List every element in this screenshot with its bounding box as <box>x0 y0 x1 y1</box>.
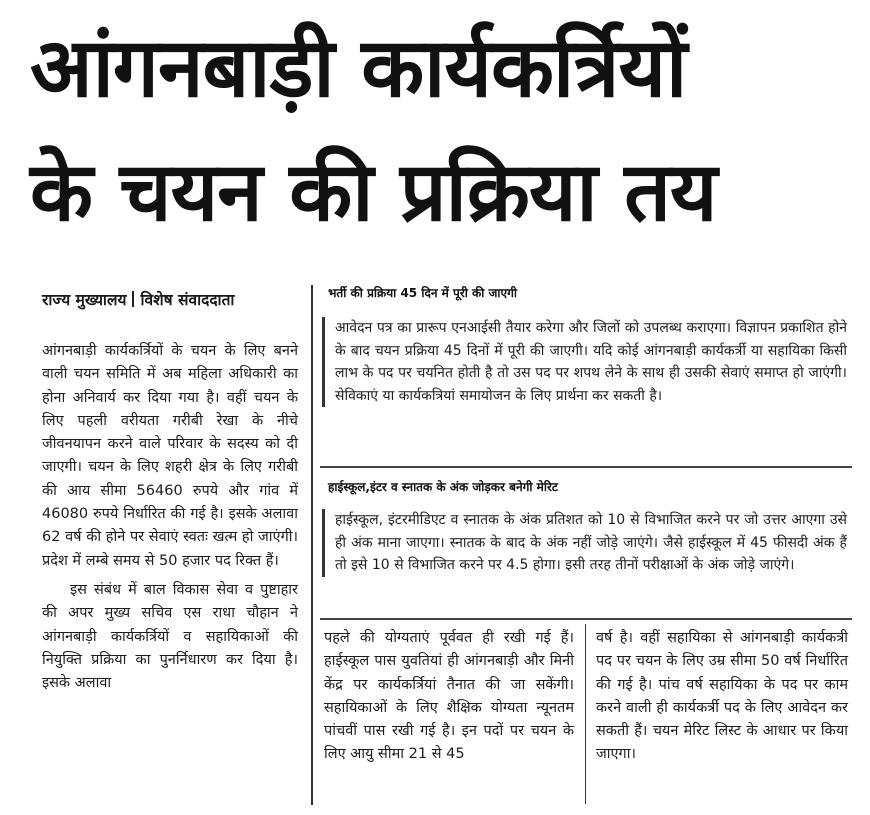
left-column <box>42 340 298 695</box>
byline-location: राज्य मुख्यालय <box>42 291 127 309</box>
left-column-para-1: आंगनबाड़ी कार्यकर्त्रियों के चयन के लिए बनने वाली चयन समिति में अब महिला अधिकारी का होना अनिवार्य कर दिया गया है। वहीं चयन के लिए पहली वरीयता गरीबी रेखा के नीचे जीवनयापन करने वाले परिवार के सदस्य को दी जाएगी। चयन के लिए शहरी क्षेत्र के लिए गरीबी की आय सीमा 56460 रुपये और गांव में 46080 रुपये निर्धारित की गई है। इसके अलावा 62 वर्ष की होने पर सेवाएं स्वतः खत्म हो जाएंगी। प्रदेश में लम्बे समय से 50 हजार पद रिक्त हैं। <box>42 343 298 569</box>
box2-body: हाईस्कूल, इंटरमीडिएट व स्नातक के अंक प्रतिशत को 10 से विभाजित करने पर जो उत्तर आएगा उसे ही अंक माना जाएगा। स्नातक के बाद के अंक नहीं जोड़े जाएंगे। जैसे हाईस्कूल में 45 फीसदी अंक हैं तो इसे 10 से विभाजित करने पर 4.5 होगा। इसी तरह तीनों परीक्षाओं के अंक जोड़े जाएंगे। <box>322 509 847 577</box>
column-divider-2 <box>585 624 586 804</box>
box-bottom-rule <box>320 618 852 620</box>
left-column-para-2: इस संबंध में बाल विकास सेवा व पुष्टाहार की अपर मुख्य सचिव एस राधा चौहान ने आंगनबाड़ी कार्यकर्त्रियों व सहायिकाओं की नियुक्ति प्रक्रिया का पुनर्निधारण कर दिया है। इसके अलावा <box>42 581 298 692</box>
right-column: वर्ष है। वहीं सहायिका से आंगनबाड़ी कार्यकत्री पद पर चयन के लिए उम्र सीमा 50 वर्ष निर्धारित की गई है। पांच वर्ष सहायिका के पद पर काम करने वाली ही कार्यकर्त्री पद के लिए आवेदन कर सकती हैं। चयन मेरिट लिस्ट के आधार पर किया जाएगा। <box>596 630 848 763</box>
box2-heading: हाईस्कूल,इंटर व स्नातक के अंक जोड़कर बनेगी मेरिट <box>328 480 558 494</box>
byline-divider <box>132 291 134 307</box>
headline-line-1: आंगनबाड़ी कार्यकर्त्रियों <box>30 21 687 116</box>
box-divider <box>320 466 852 468</box>
middle-column: पहले की योग्यताएं पूर्ववत ही रखी गई हैं। हाईस्कूल पास युवतियां ही आंगनबाड़ी और मिनी केंद्र पर कार्यकर्त्रियां तैनात की जा सकेंगी। सहायिकाओं के लिए शैक्षिक योग्यता न्यूनतम पांचवीं पास रखी गई है। इन पदों पर चयन के लिए आयु सीमा 21 से 45 <box>324 630 574 763</box>
box1-heading: भर्ती की प्रक्रिया 45 दिन में पूरी की जाएगी <box>328 286 518 300</box>
sidebar-box-merit <box>322 478 847 577</box>
sidebar-box-recruitment <box>322 284 847 407</box>
box1-body: आवेदन पत्र का प्रारूप एनआईसी तैयार करेगा और जिलों को उपलब्ध कराएगा। विज्ञापन प्रकाशित होने के बाद चयन प्रक्रिया 45 दिनों में पूरी की जाएगी। यदि कोई आंगनबाड़ी कार्यकर्त्री या सहायिका किसी लाभ के पद पर चयनित होती है तो उस पद पर शपथ लेने के साथ ही उसकी सेवाएं समाप्त हो जाएंगी। सेविकाएं या कार्यकत्रियां समायोजन के लिए प्रार्थना कर सकती है। <box>322 317 847 407</box>
headline-line-2: के चयन की प्रक्रिया तय <box>30 145 717 240</box>
byline <box>42 288 312 310</box>
column-divider <box>311 285 313 805</box>
byline-reporter: विशेष संवाददाता <box>140 291 235 309</box>
